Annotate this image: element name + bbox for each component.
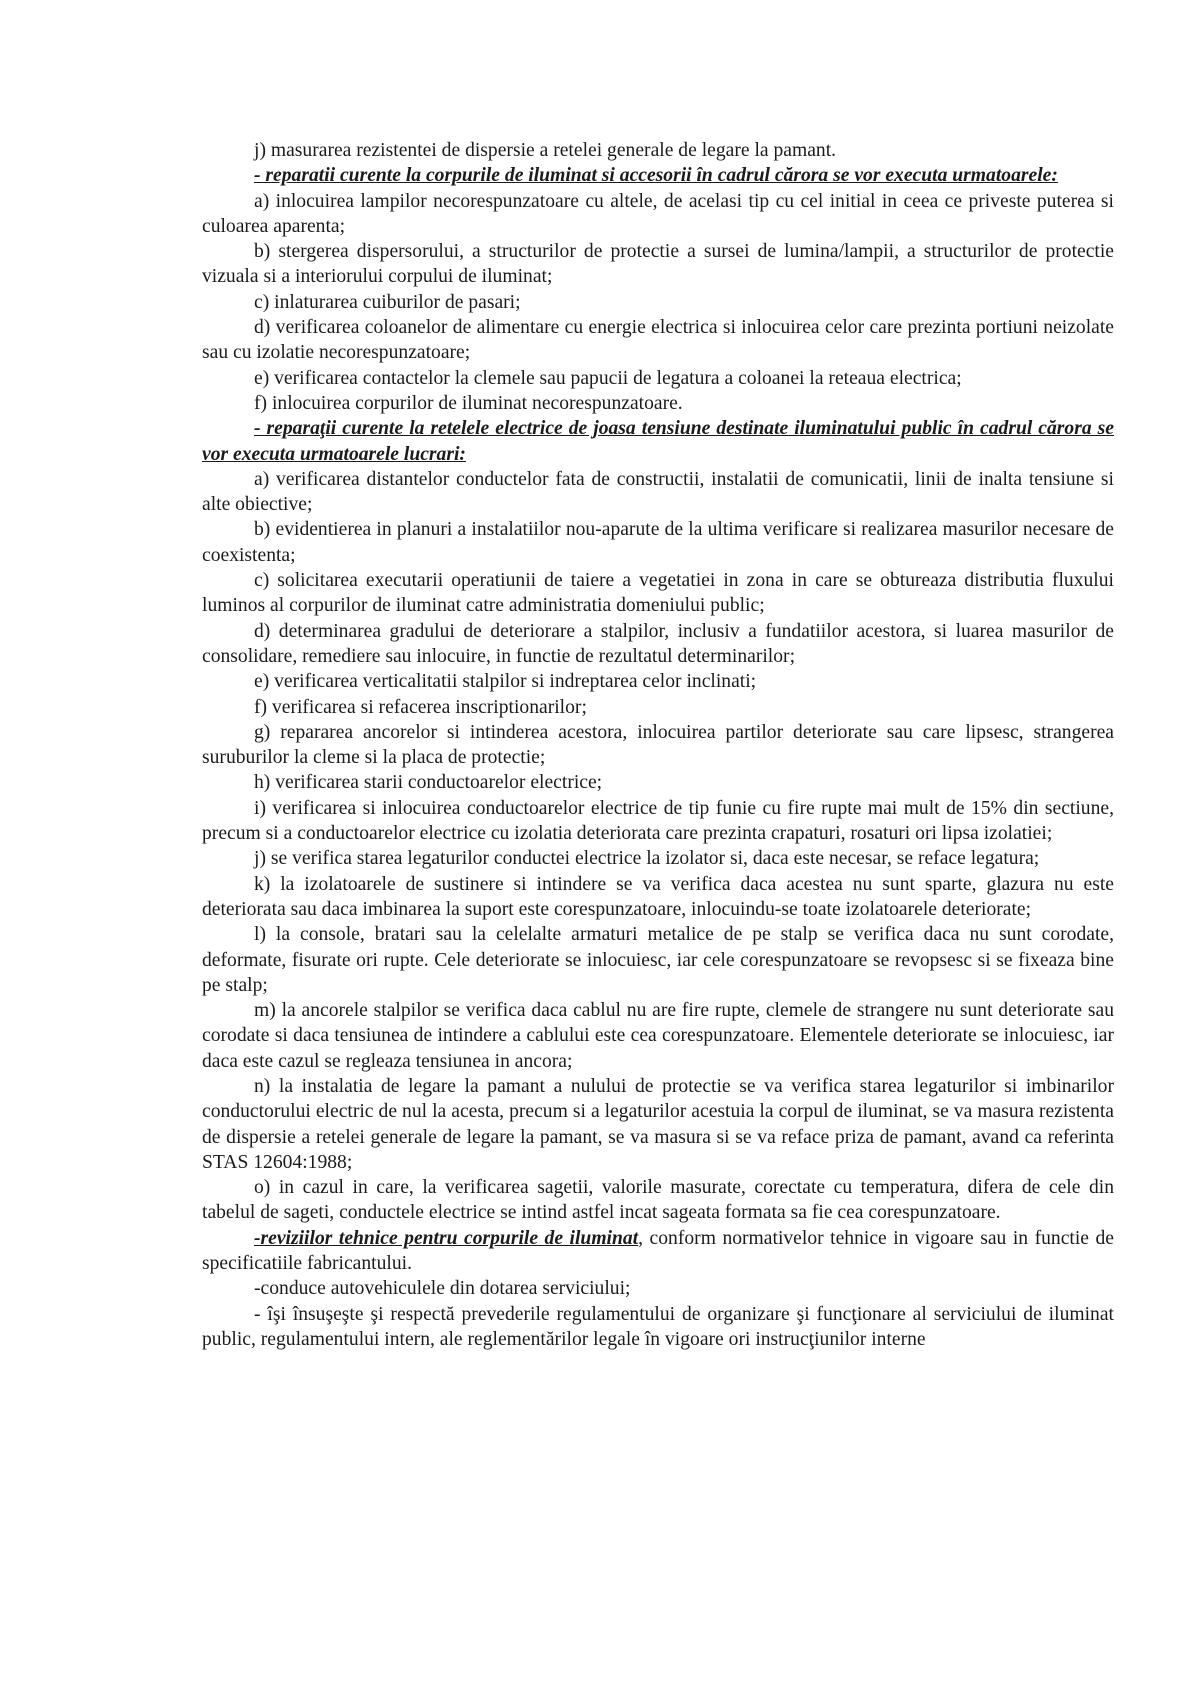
paragraph: -conduce autovehiculele din dotarea serviciului; <box>254 1278 631 1300</box>
paragraph-with-heading <box>202 1226 1114 1277</box>
paragraph: c) solicitarea executarii operatiunii de taiere a vegetatiei in zona in care se obtureaza distributia fluxului luminos al corpurilor de iluminat catre administratia domeniului public; <box>202 570 1114 617</box>
section-heading <box>202 163 1114 188</box>
paragraph: d) verificarea coloanelor de alimentare cu energie electrica si inlocuirea celor care prezinta portiuni neizolate sau cu izolatie necorespunzatoare; <box>202 317 1114 364</box>
paragraph: c) inlaturarea cuiburilor de pasari; <box>254 291 521 313</box>
section-heading-text: - reparaţii curente la retelele electrice de joasa tensiune destinate iluminatului public în cadrul cărora se vor executa urmatoarele lucrari: <box>202 418 1114 465</box>
paragraph: e) verificarea contactelor la clemele sau papucii de legatura a coloanei la reteaua electrica; <box>254 367 962 389</box>
paragraph: o) in cazul in care, la verificarea sagetii, valorile masurate, corectate cu temperatura, difera de cele din tabelul de sageti, conductele electrice se intind astfel incat sageata formata sa fie cea corespunzatoare. <box>202 1177 1114 1224</box>
paragraph: f) verificarea si refacerea inscriptionarilor; <box>254 696 587 718</box>
paragraph: f) inlocuirea corpurilor de iluminat necorespunzatoare. <box>254 392 683 414</box>
paragraph: i) verificarea si inlocuirea conductoarelor electrice de tip funie cu fire rupte mai mult de 15% din sectiune, precum si a conductoarelor electrice cu izolatia deteriorata care prezinta crapaturi, rosaturi ori lipsa izolatiei; <box>202 797 1114 845</box>
document-body <box>202 138 1114 1352</box>
section-heading-text: - reparatii curente la corpurile de iluminat si accesorii în cadrul cărora se vor executa urmatoarele: <box>254 165 1058 187</box>
paragraph: d) determinarea gradului de deteriorare a stalpilor, inclusiv a fundatiilor acestora, si luarea masurilor de consolidare, remediere sau inlocuire, in functie de rezultatul determinarilor; <box>202 620 1114 667</box>
paragraph: n) la instalatia de legare la pamant a nulului de protectie se va verifica starea legaturilor si imbinarilor conductorului electric de nul la acesta, precum si a legaturilor acestuia la corpul de iluminat, se va masura rezistenta de dispersie a retelei generale de legare la pamant, se va masura si se va reface priza de pamant, avand ca referinta STAS 12604:1988; <box>202 1075 1114 1173</box>
paragraph: j) masurarea rezistentei de dispersie a retelei generale de legare la pamant. <box>254 140 837 161</box>
paragraph: l) la console, bratari sau la celelalte armaturi metalice de pe stalp se verifica daca nu sunt corodate, deformate, fisurate ori rupte. Cele deteriorate se inlocuiesc, iar cele corespunzatoare se revopsesc si se fixeaza bine pe stalp; <box>202 924 1114 996</box>
paragraph: m) la ancorele stalpilor se verifica daca cablul nu are fire rupte, clemele de strangere nu sunt deteriorate sau corodate si daca tensiunea de intindere a cablului este cea corespunzatoare. Elementele deteriorate se inlocuiesc, iar daca este cazul se regleaza tensiunea in ancora; <box>202 1000 1114 1072</box>
paragraph: j) se verifica starea legaturilor conductei electrice la izolator si, daca este necesar, se reface legatura; <box>254 848 1040 870</box>
paragraph: a) inlocuirea lampilor necorespunzatoare cu altele, de acelasi tip cu cel initial in ceea ce priveste puterea si culoarea aparenta; <box>202 190 1114 237</box>
paragraph: - îşi însuşeşte şi respectă prevederile regulamentului de organizare şi funcţionare al serviciului de iluminat public, regulamentului intern, ale reglementărilor legale în vigoare ori instrucţiunilor interne <box>202 1303 1114 1350</box>
paragraph: b) evidentierea in planuri a instalatiilor nou-aparute de la ultima verificare si realizarea masurilor necesare de coexistenta; <box>202 519 1114 566</box>
paragraph: b) stergerea dispersorului, a structurilor de protectie a sursei de lumina/lampii, a structurilor de protectie vizuala si a interiorului corpului de iluminat; <box>202 241 1114 288</box>
paragraph: h) verificarea starii conductoarelor electrice; <box>254 772 603 794</box>
paragraph: g) repararea ancorelor si intinderea acestora, inlocuirea partilor deteriorate sau care lipsesc, strangerea suruburilor la cleme si la placa de protectie; <box>202 721 1114 769</box>
paragraph: e) verificarea verticalitatii stalpilor si indreptarea celor inclinati; <box>254 671 757 693</box>
section-heading <box>202 416 1114 467</box>
inline-heading-rest: , conform normativelor tehnice in vigoare sau in functie de specificatiile fabricantului. <box>202 1227 1115 1275</box>
paragraph: a) verificarea distantelor conductelor fata de constructii, instalatii de comunicatii, linii de inalta tensiune si alte obiective; <box>202 468 1114 516</box>
paragraph: k) la izolatoarele de sustinere si intindere se va verifica daca acestea nu sunt sparte, glazura nu este deteriorata sau daca imbinarea la suport este corespunzatoare, inlocuindu-se toate izolatoarele deteriorate; <box>202 873 1114 920</box>
inline-heading: -reviziilor tehnice pentru corpurile de iluminat <box>254 1227 639 1249</box>
